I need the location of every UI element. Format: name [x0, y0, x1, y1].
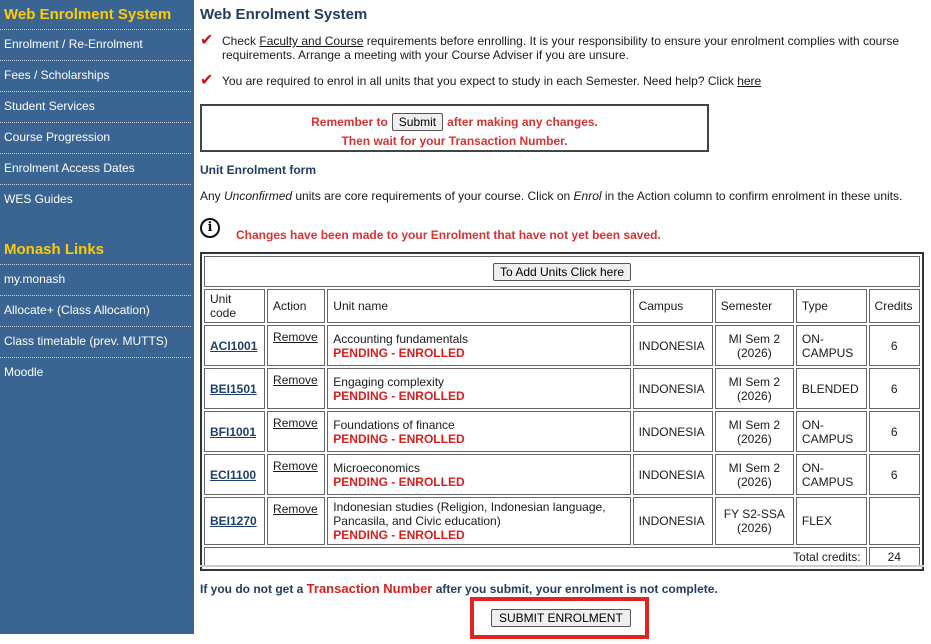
semester-cell: FY S2-SSA (2026): [715, 497, 794, 545]
sidebar-item-wes-4[interactable]: Enrolment Access Dates: [0, 154, 191, 185]
type-cell: ON-CAMPUS: [796, 325, 867, 366]
credits-cell: 6: [869, 411, 920, 452]
table-row: [204, 325, 920, 366]
notice-enrol-all-units: ✔ You are required to enrol in all units that you expect to study in each Semester. Need help? Click here: [200, 72, 762, 89]
status-badge: PENDING - ENROLLED: [333, 345, 465, 360]
campus-cell: INDONESIA: [633, 411, 713, 452]
sidebar-group-wes: [0, 30, 194, 215]
credits-cell: 6: [869, 368, 920, 409]
type-cell: ON-CAMPUS: [796, 454, 867, 495]
submit-reminder-box: Remember to Submit after making any changes. Then wait for your Transaction Number.: [200, 104, 709, 152]
type-cell: FLEX: [796, 497, 867, 545]
credits-cell: [869, 497, 920, 545]
add-units-button[interactable]: To Add Units Click here: [493, 263, 631, 281]
unit-name-cell: [327, 411, 630, 452]
semester-cell: MI Sem 2 (2026): [715, 368, 794, 409]
campus-cell: INDONESIA: [633, 325, 713, 366]
unsaved-changes-warning: [200, 214, 661, 242]
sidebar-item-wes-1[interactable]: Fees / Scholarships: [0, 61, 191, 92]
unit-name: Indonesian studies (Religion, Indonesian language, Pancasila, and Civic education): [333, 500, 606, 528]
table-row: [204, 411, 920, 452]
status-badge: PENDING - ENROLLED: [333, 431, 465, 446]
remove-link[interactable]: Remove: [267, 368, 325, 409]
table-row: [204, 497, 920, 545]
sidebar-item-monash-0[interactable]: my.monash: [0, 265, 191, 296]
unit-name-cell: [327, 497, 630, 545]
submit-enrolment-button[interactable]: SUBMIT ENROLMENT: [491, 609, 631, 627]
status-badge: PENDING - ENROLLED: [333, 528, 465, 542]
status-badge: PENDING - ENROLLED: [333, 388, 465, 403]
column-header: Unit name: [327, 289, 630, 323]
column-header: Credits: [869, 289, 920, 323]
unit-name: Foundations of finance: [333, 417, 455, 432]
submit-button[interactable]: Submit: [392, 113, 443, 131]
faculty-course-link[interactable]: Faculty and Course: [259, 34, 364, 48]
unit-name-cell: [327, 454, 630, 495]
total-credits-label: Total credits:: [204, 547, 867, 567]
unit-name: Engaging complexity: [333, 374, 445, 389]
sidebar-group-monash-links: [0, 265, 194, 388]
sidebar-item-wes-0[interactable]: Enrolment / Re-Enrolment: [0, 30, 191, 61]
table-row: [204, 368, 920, 409]
unit-code-link[interactable]: ACI1001: [210, 338, 258, 353]
remove-link[interactable]: Remove: [267, 411, 325, 452]
type-cell: BLENDED: [796, 368, 867, 409]
unit-name: Accounting fundamentals: [333, 331, 469, 346]
help-here-link[interactable]: here: [737, 74, 762, 88]
total-credits-value: 24: [869, 547, 920, 567]
column-header: Semester: [715, 289, 794, 323]
page-title: Web Enrolment System: [200, 6, 368, 23]
table-row: [204, 454, 920, 495]
column-header: Unit code: [204, 289, 265, 323]
sidebar-item-wes-3[interactable]: Course Progression: [0, 123, 191, 154]
transaction-number-note: If you do not get a Transaction Number after you submit, your enrolment is not complete.: [200, 581, 718, 596]
form-description: Any Unconfirmed units are core requirements of your course. Click on Enrol in the Action column to confirm enrolment in these units.: [200, 189, 903, 203]
sidebar: [0, 0, 194, 634]
sidebar-header-wes: Web Enrolment System: [0, 0, 191, 30]
sidebar-header-monash-links: Monash Links: [0, 235, 191, 265]
checkmark-icon: ✔: [200, 72, 214, 89]
unit-name: Microeconomics: [333, 460, 420, 475]
notice-check-requirements: ✔ Check Faculty and Course requirements before enrolling. It is your responsibility to ensure your enrolment complies with course requirements. Arrange a meeting with your Course Adviser if you are unsure.: [200, 32, 900, 62]
column-header: Type: [796, 289, 867, 323]
unit-code-link[interactable]: BFI1001: [210, 424, 257, 439]
unit-name-cell: [327, 325, 630, 366]
remove-link[interactable]: Remove: [267, 325, 325, 366]
submit-enrolment-highlight: [470, 597, 649, 639]
checkmark-icon: ✔: [200, 32, 214, 49]
sidebar-item-monash-1[interactable]: Allocate+ (Class Allocation): [0, 296, 191, 327]
unit-code-link[interactable]: BEI1501: [210, 381, 257, 396]
unit-enrolment-form-title: Unit Enrolment form: [200, 163, 316, 177]
type-cell: ON-CAMPUS: [796, 411, 867, 452]
credits-cell: 6: [869, 454, 920, 495]
table-header-row: [204, 289, 920, 323]
semester-cell: MI Sem 2 (2026): [715, 411, 794, 452]
sidebar-item-monash-3[interactable]: Moodle: [4, 365, 44, 379]
semester-cell: MI Sem 2 (2026): [715, 454, 794, 495]
credits-cell: 6: [869, 325, 920, 366]
campus-cell: INDONESIA: [633, 454, 713, 495]
column-header: Action: [267, 289, 325, 323]
unit-code-link[interactable]: BEI1270: [210, 514, 257, 528]
info-circle-icon: i: [200, 218, 220, 238]
divider: [200, 565, 924, 567]
unit-enrolment-table: [200, 252, 924, 571]
sidebar-item-wes-2[interactable]: Student Services: [0, 92, 191, 123]
semester-cell: MI Sem 2 (2026): [715, 325, 794, 366]
unsaved-changes-text: Changes have been made to your Enrolment that have not yet been saved.: [236, 228, 661, 242]
status-badge: PENDING - ENROLLED: [333, 474, 465, 489]
unit-code-link[interactable]: ECI1100: [210, 467, 257, 482]
unit-name-cell: [327, 368, 630, 409]
campus-cell: INDONESIA: [633, 497, 713, 545]
sidebar-item-wes-5[interactable]: WES Guides: [4, 192, 73, 206]
remove-link[interactable]: Remove: [267, 497, 325, 545]
sidebar-item-monash-2[interactable]: Class timetable (prev. MUTTS): [0, 327, 191, 358]
column-header: Campus: [633, 289, 713, 323]
campus-cell: INDONESIA: [633, 368, 713, 409]
remove-link[interactable]: Remove: [267, 454, 325, 495]
